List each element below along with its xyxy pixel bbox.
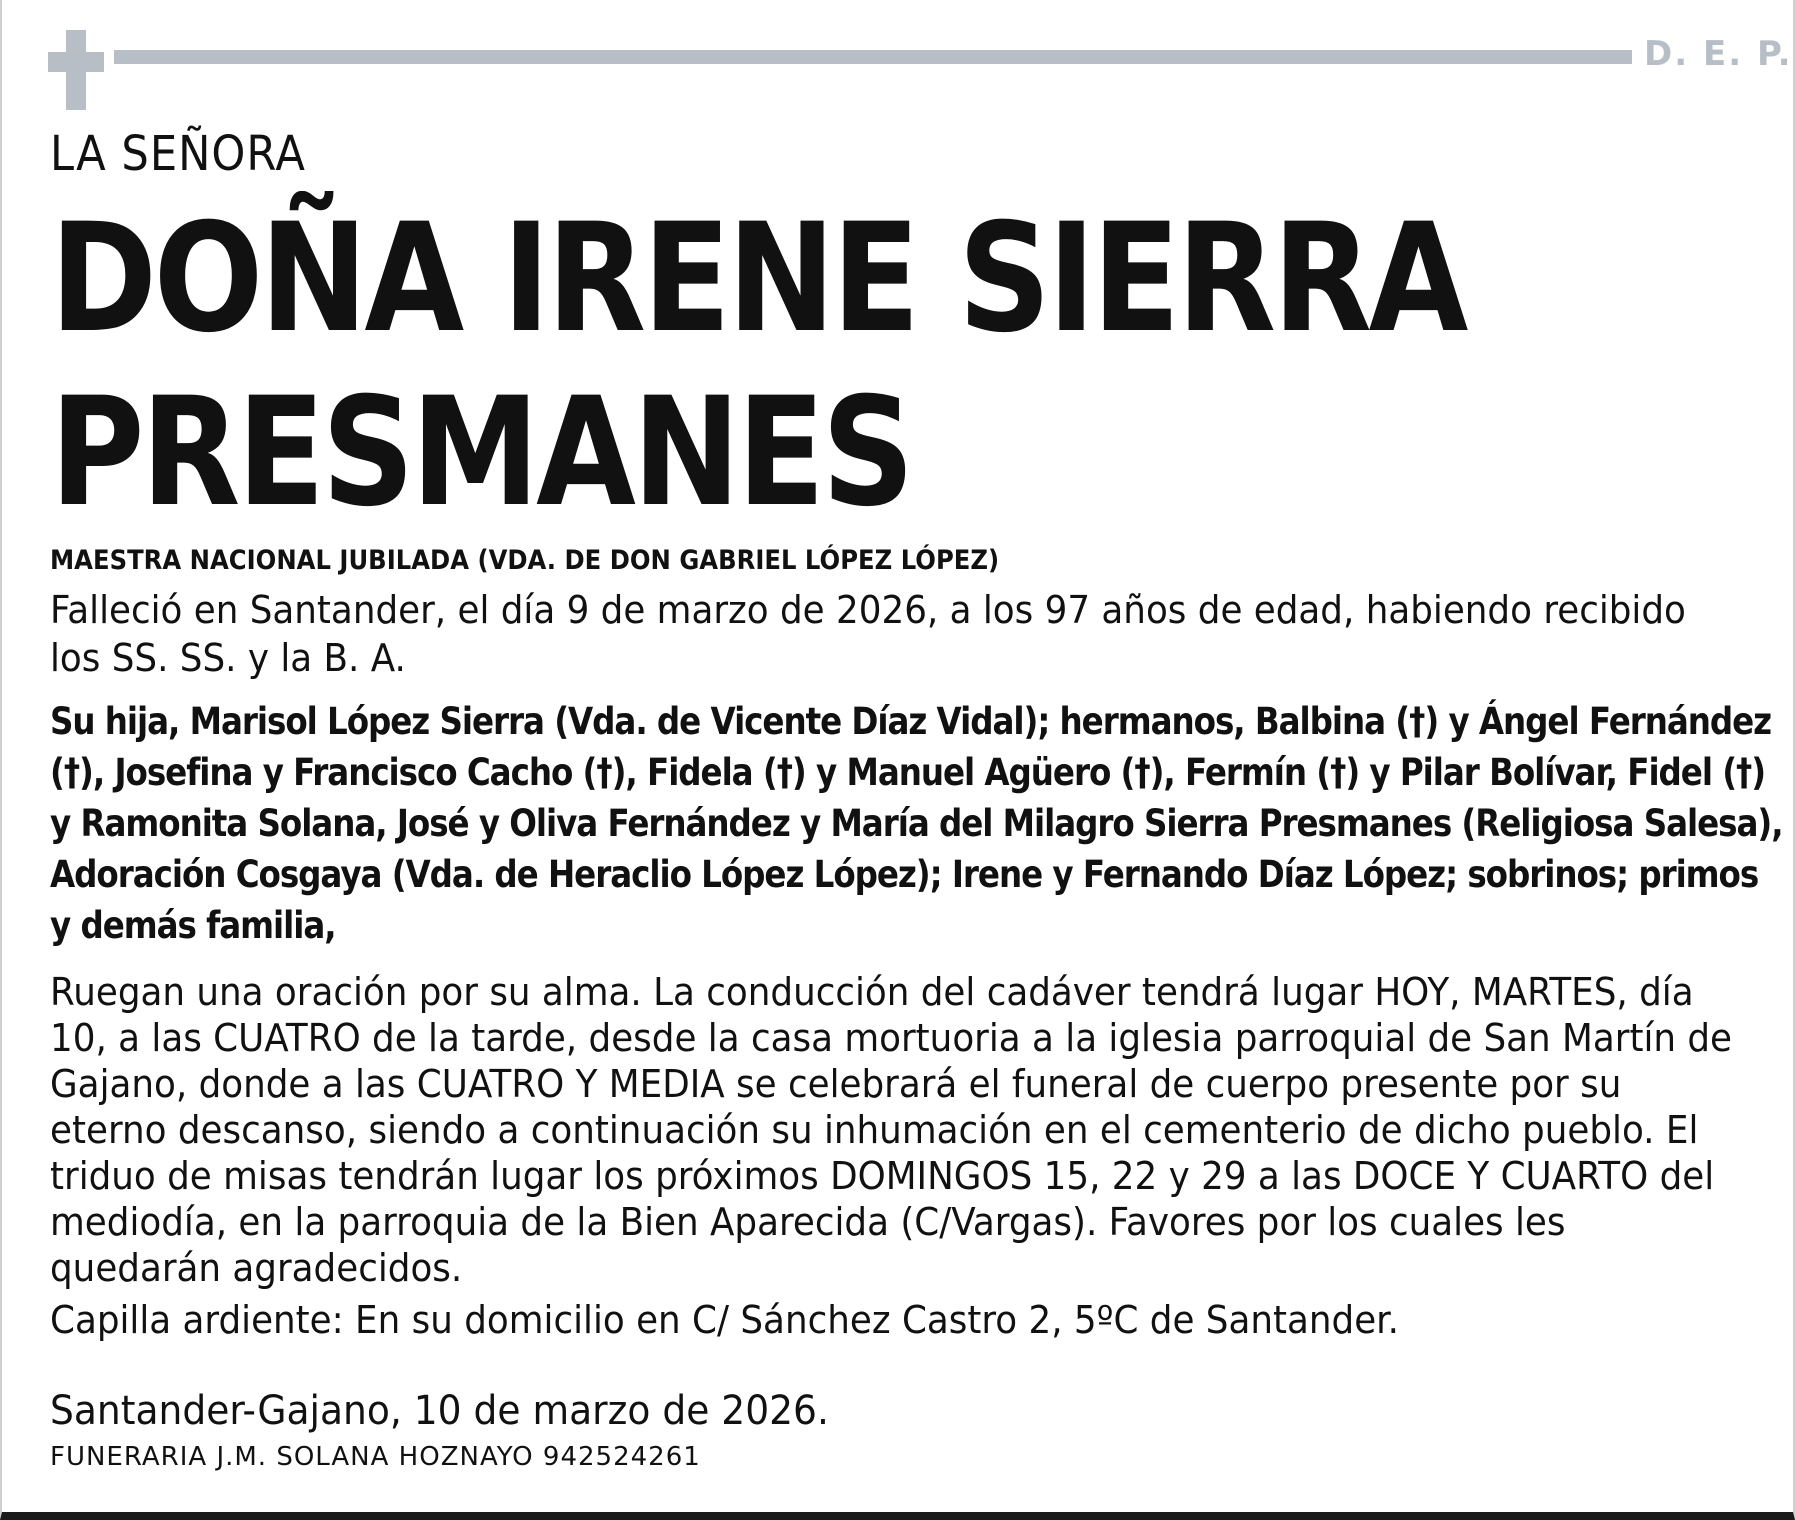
profession-line: MAESTRA NACIONAL JUBILADA (VDA. DE DON GABRIEL LÓPEZ LÓPEZ) [50, 545, 1000, 576]
family-paragraph: Su hija, Marisol López Sierra (Vda. de Vicente Díaz Vidal); hermanos, Balbina (†) y Ángel Fernández (†), Josefina y Francisco Cacho (†), Fidela (†) y Manuel Agüero (†), Fermín (†) y Pilar Bolívar, Fidel (†) y Ramonita Solana, José y Oliva Fernández y María del Milagro Sierra Presmanes (Religiosa Salesa), Adoración Cosgaya (Vda. de Heraclio López López); Irene y Fernando Díaz López; sobrinos; primos y demás familia, [50, 700, 1783, 947]
header-rule [114, 50, 1632, 64]
deceased-name [50, 190, 1750, 542]
arrangements-paragraph: Ruegan una oración por su alma. La conducción del cadáver tendrá lugar HOY, MARTES, día 10, a las CUATRO de la tarde, desde la casa mortuoria a la iglesia parroquial de San Martín de Gajano, donde a las CUATRO Y MEDIA se celebrará el funeral de cuerpo presente por su eterno descanso, siendo a continuación su inhumación en el cementerio de dicho pueblo. El triduo de misas tendrán lugar los próximos DOMINGOS 15, 22 y 29 a las DOCE Y CUARTO del mediodía, en la parroquia de la Bien Aparecida (C/Vargas). Favores por los cuales les quedarán agradecidos. [50, 970, 1733, 1290]
funeral-home: FUNERARIA J.M. SOLANA HOZNAYO 942524261 [50, 1442, 701, 1472]
header-bar [48, 30, 1793, 110]
place-date: Santander-Gajano, 10 de marzo de 2026. [50, 1388, 829, 1434]
dep-label: D. E. P. [1644, 34, 1793, 74]
deceased-name-line-2: PRESMANES [50, 366, 912, 540]
notice-body [50, 126, 1783, 1473]
deceased-name-line-1: DOÑA IRENE SIERRA [50, 192, 1465, 366]
cross-icon [48, 30, 104, 110]
chapel-paragraph: Capilla ardiente: En su domicilio en C/ Sánchez Castro 2, 5ºC de Santander. [50, 1298, 1399, 1342]
notice-title: LA SEÑORA [50, 126, 306, 182]
death-paragraph: Falleció en Santander, el día 9 de marzo de 2026, a los 97 años de edad, habiendo recibido los SS. SS. y la B. A. [50, 588, 1686, 680]
